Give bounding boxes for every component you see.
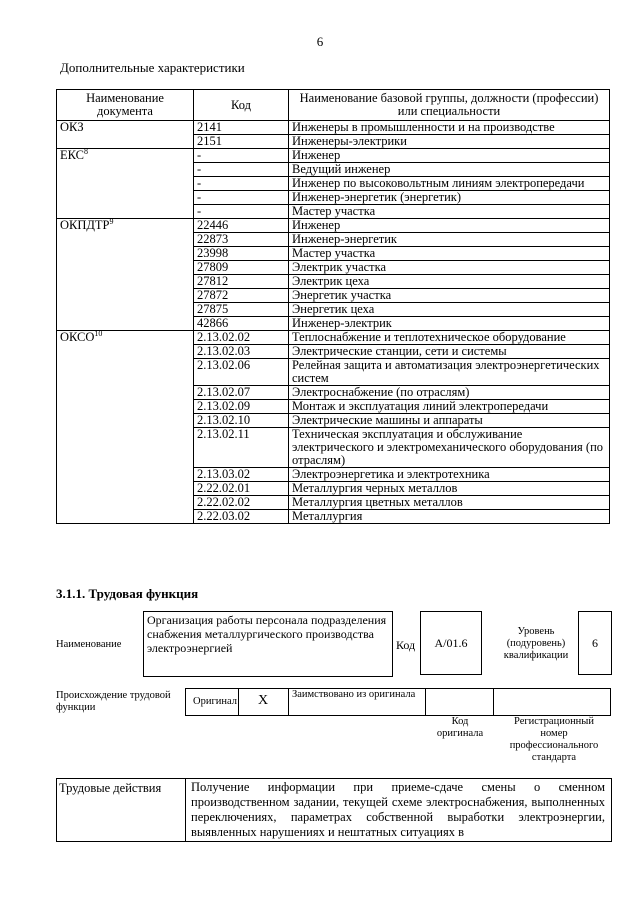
function-name-value: Организация работы персонала подразделения снабжения металлургического производства электроэнергией — [147, 613, 387, 655]
name-cell: Инженер — [289, 149, 610, 163]
function-title: 3.1.1. Трудовая функция — [56, 586, 199, 601]
name-cell: Металлургия цветных металлов — [289, 496, 610, 510]
name-cell: Электрик участка — [289, 261, 610, 275]
name-label: Наименование — [56, 639, 122, 650]
doc-name: ОКПДТР — [60, 218, 110, 232]
code-value: А/01.6 — [434, 636, 468, 650]
code-cell: 2.13.02.06 — [194, 359, 289, 386]
characteristics-table — [56, 89, 610, 524]
name-cell: Электроснабжение (по отраслям) — [289, 386, 610, 400]
code-cell: 2.13.02.10 — [194, 414, 289, 428]
code-cell: 27875 — [194, 303, 289, 317]
code-cell: 27809 — [194, 261, 289, 275]
doc-footnote: 8 — [84, 146, 88, 156]
name-cell: Электрик цеха — [289, 275, 610, 289]
code-original-label: Код оригинала — [436, 716, 484, 739]
code-cell: 2.13.02.11 — [194, 428, 289, 468]
code-cell: 27872 — [194, 289, 289, 303]
actions-divider — [185, 778, 186, 841]
name-cell: Монтаж и эксплуатация линий электропередачи — [289, 400, 610, 414]
header-name: Наименование базовой группы, должности (профессии) или специальности — [289, 90, 610, 121]
name-cell: Электрические машины и аппараты — [289, 414, 610, 428]
code-cell: 2.22.03.02 — [194, 510, 289, 524]
level-box — [578, 611, 612, 675]
code-cell: 2141 — [194, 121, 289, 135]
doc-name: ОКСО — [60, 330, 95, 344]
name-cell: Инженеры-электрики — [289, 135, 610, 149]
doc-name: ОКЗ — [60, 120, 84, 134]
code-cell: - — [194, 149, 289, 163]
origin-divider — [493, 688, 494, 716]
name-cell: Инженеры в промышленности и на производстве — [289, 121, 610, 135]
code-cell: 2.13.03.02 — [194, 468, 289, 482]
header-doc: Наименование документа — [57, 90, 194, 121]
code-cell: 22873 — [194, 233, 289, 247]
borrowed-label: Заимствовано из оригинала — [292, 689, 416, 700]
code-cell: 2.22.02.01 — [194, 482, 289, 496]
name-cell: Металлургия — [289, 510, 610, 524]
name-cell: Энергетик цеха — [289, 303, 610, 317]
doc-cell — [57, 216, 194, 331]
table-row — [57, 121, 610, 135]
code-cell: - — [194, 163, 289, 177]
name-cell: Электроэнергетика и электротехника — [289, 468, 610, 482]
name-cell: Инженер по высоковольтным линиям электропередачи — [289, 177, 610, 191]
table-row — [57, 219, 610, 233]
table-row — [57, 331, 610, 345]
name-cell: Теплоснабжение и теплотехническое оборудование — [289, 331, 610, 345]
origin-label: Происхождение трудовой функции — [56, 690, 171, 713]
doc-cell — [57, 328, 194, 524]
origin-divider — [288, 688, 289, 716]
code-label: Код — [396, 638, 416, 652]
original-mark: X — [258, 693, 269, 708]
code-cell: - — [194, 191, 289, 205]
name-cell: Инженер-электрик — [289, 317, 610, 331]
code-cell: 23998 — [194, 247, 289, 261]
doc-cell — [57, 146, 194, 219]
name-cell: Энергетик участка — [289, 289, 610, 303]
code-cell: 2.22.02.02 — [194, 496, 289, 510]
reg-number-label: Регистрационный номер профессионального стандарта — [509, 716, 599, 763]
function-name-box — [143, 611, 393, 677]
actions-label: Трудовые действия — [59, 781, 162, 795]
original-label: Оригинал — [193, 696, 237, 707]
actions-text: Получение информации при приеме-сдаче смены о сменном производственном задании, текущей схеме электроснабжения, выполненных переключениях, параметрах собственной выработки электроэнергии, выявленных нарушениях и нештатных ситуациях в — [191, 780, 605, 839]
code-cell: 22446 — [194, 219, 289, 233]
name-cell: Мастер участка — [289, 205, 610, 219]
code-box — [420, 611, 482, 675]
name-cell: Мастер участка — [289, 247, 610, 261]
code-cell: 27812 — [194, 275, 289, 289]
doc-footnote: 9 — [109, 216, 114, 226]
code-cell: 2.13.02.03 — [194, 345, 289, 359]
level-value: 6 — [592, 636, 598, 650]
name-cell: Инженер — [289, 219, 610, 233]
name-cell: Инженер-энергетик — [289, 233, 610, 247]
doc-footnote: 10 — [94, 328, 103, 338]
code-cell: 2.13.02.07 — [194, 386, 289, 400]
code-cell: - — [194, 177, 289, 191]
code-cell: 2.13.02.09 — [194, 400, 289, 414]
code-cell: 42866 — [194, 317, 289, 331]
level-label: Уровень (подуровень) квалификации — [503, 626, 569, 661]
origin-divider — [425, 688, 426, 716]
name-cell: Инженер-энергетик (энергетик) — [289, 191, 610, 205]
code-cell: 2151 — [194, 135, 289, 149]
page-number: 6 — [316, 34, 324, 49]
section-title: Дополнительные характеристики — [60, 60, 245, 75]
name-cell: Релейная защита и автоматизация электроэнергетических систем — [289, 359, 610, 386]
name-cell: Металлургия черных металлов — [289, 482, 610, 496]
table-row — [57, 149, 610, 163]
header-code: Код — [194, 90, 289, 121]
code-cell: 2.13.02.02 — [194, 331, 289, 345]
doc-name: ЕКС — [60, 148, 84, 162]
doc-cell — [57, 121, 194, 149]
code-cell: - — [194, 205, 289, 219]
name-cell: Техническая эксплуатация и обслуживание электрического и электромеханического оборудования (по отраслям) — [289, 428, 610, 468]
name-cell: Ведущий инженер — [289, 163, 610, 177]
origin-divider — [238, 688, 239, 716]
name-cell: Электрические станции, сети и системы — [289, 345, 610, 359]
table-header-row — [57, 90, 610, 121]
